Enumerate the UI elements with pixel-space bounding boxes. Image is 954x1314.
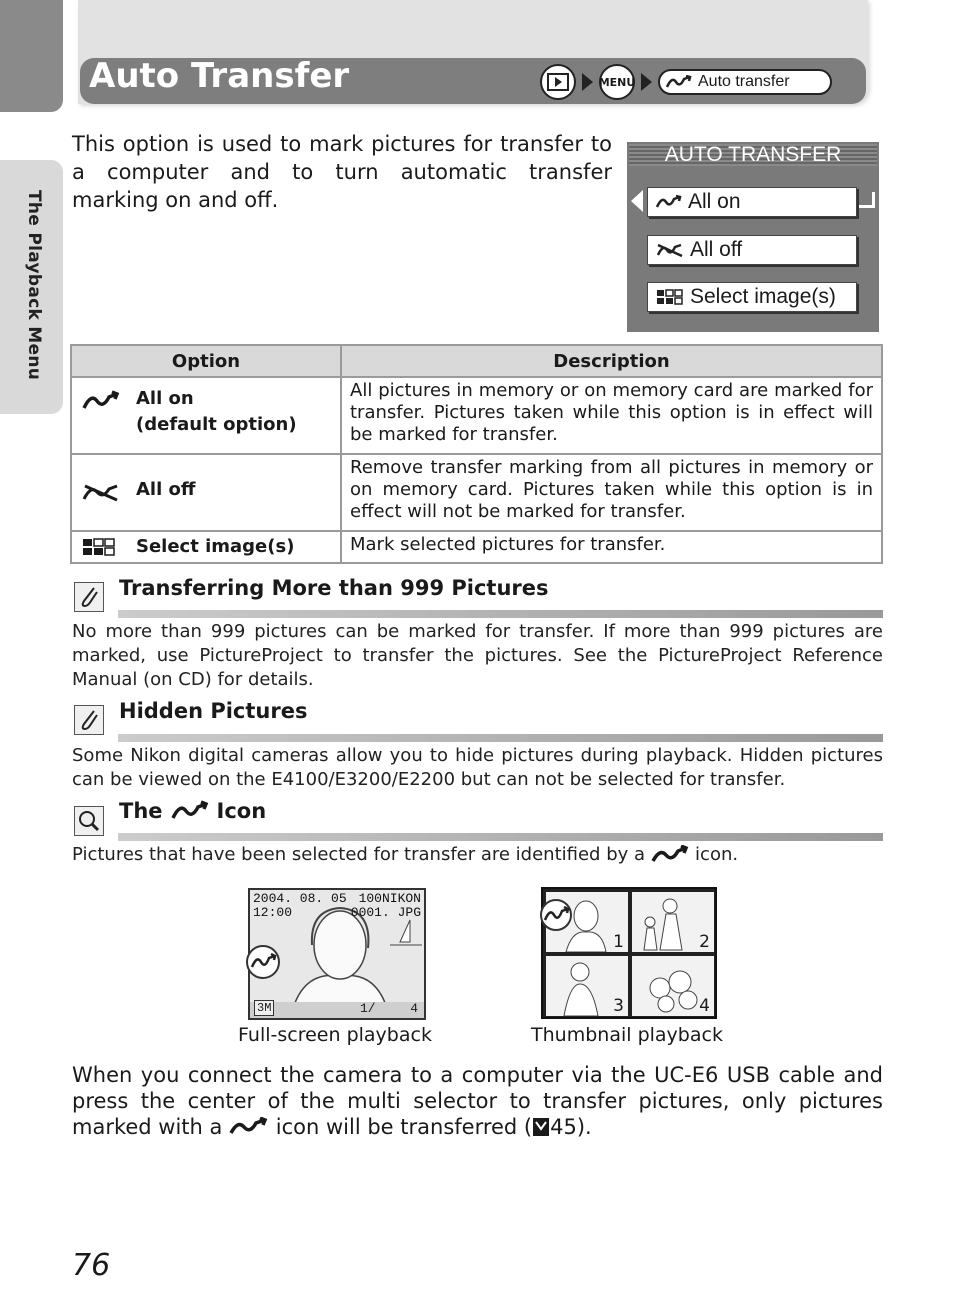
note-title-text: Icon	[216, 799, 267, 823]
select-images-icon	[656, 289, 684, 305]
page-number: 76	[72, 1248, 111, 1283]
transfer-off-icon	[82, 481, 120, 503]
breadcrumb-current	[658, 69, 832, 95]
section-tab-label: The Playback Menu	[24, 190, 44, 381]
option-cell	[71, 454, 341, 531]
description-cell: Mark selected pictures for transfer.	[341, 531, 882, 563]
folder-name: 100NIKON	[358, 891, 421, 906]
note-rule	[118, 833, 883, 841]
transfer-marker-icon	[245, 944, 281, 980]
playback-icon	[540, 64, 576, 100]
transfer-icon	[171, 800, 209, 822]
note-title: Hidden Pictures	[119, 699, 308, 723]
thumbnail-3	[546, 956, 628, 1016]
thumbnail-number: 4	[699, 996, 710, 1016]
outro-text-end: icon will be transferred (	[275, 1115, 533, 1139]
thumbnail-number: 2	[699, 932, 710, 952]
breadcrumb	[540, 63, 832, 101]
page-title: Auto Transfer	[89, 56, 350, 96]
menu-item-all-on[interactable]	[647, 187, 857, 217]
option-name: All on	[136, 388, 194, 409]
option-cell	[71, 377, 341, 454]
menu-icon: MENU	[599, 64, 635, 100]
note-icon	[74, 582, 104, 612]
file-name: 0001. JPG	[350, 905, 421, 920]
transfer-marker-icon	[539, 898, 573, 932]
column-header-option: Option	[71, 345, 341, 377]
frame-counter: 1/	[360, 1001, 376, 1016]
chevron-right-icon	[641, 73, 652, 91]
description-cell: All pictures in memory or on memory card are marked for transfer. Pictures taken while this option is in effect will be marked for transfer.	[341, 377, 882, 454]
figure-caption: Full-screen playback	[238, 1024, 432, 1046]
note-body	[72, 843, 883, 867]
note-body-text: Pictures that have been selected for transfer are identified by a	[72, 844, 646, 865]
transfer-off-icon	[656, 242, 684, 258]
option-cell	[71, 531, 341, 563]
transfer-icon	[82, 390, 120, 412]
reference-icon	[532, 1117, 550, 1137]
note-body: No more than 999 pictures can be marked for transfer. If more than 999 pictures are marked, use PictureProject to transfer the pictures. See the PictureProject Reference Manual (on CD) for details.	[72, 621, 883, 690]
option-name: Select image(s)	[136, 536, 295, 557]
thumbnail-number: 1	[613, 932, 624, 952]
table-row	[71, 531, 882, 563]
playback-overlay-right	[351, 892, 421, 920]
menu-item-select-images[interactable]	[647, 282, 857, 312]
photo-date: 2004. 08. 05	[253, 891, 347, 906]
breadcrumb-current-label: Auto transfer	[698, 73, 790, 90]
note-title-text: The	[119, 799, 163, 823]
column-header-description: Description	[341, 345, 882, 377]
menu-pointer-icon	[631, 190, 643, 212]
description-cell: Remove transfer marking from all pictures in memory or on memory card. Pictures taken while this option is in effect will not be marked for transfer.	[341, 454, 882, 531]
note-title: Transferring More than 999 Pictures	[119, 576, 549, 600]
transfer-icon	[651, 845, 689, 865]
playback-overlay-left	[253, 892, 347, 920]
outro-text	[72, 1062, 883, 1140]
table-header-row	[71, 345, 882, 377]
select-images-icon	[82, 538, 116, 556]
chapter-tab	[0, 0, 63, 112]
note-body-text: icon.	[695, 844, 739, 865]
tip-icon	[74, 806, 104, 836]
outro-text-start: When you connect the camera to a computer via the UC-E6 USB cable and press the center of the multi selector to transfer pictures, only pictures marked with a	[72, 1063, 883, 1139]
intro-text: This option is used to mark pictures for transfer to a computer and to turn automatic transfer marking on and off.	[72, 132, 612, 212]
chevron-right-icon	[582, 73, 593, 91]
table-row	[71, 454, 882, 531]
photo-time: 12:00	[253, 905, 293, 920]
image-size-badge: 3M	[254, 1000, 274, 1016]
transfer-icon	[656, 194, 682, 210]
note-rule	[118, 610, 883, 618]
thumbnail-4	[632, 956, 714, 1016]
frames-remaining: 4	[410, 1001, 418, 1016]
note-title	[119, 799, 266, 823]
camera-menu-screen	[627, 142, 879, 332]
note-icon	[74, 705, 104, 735]
options-table	[70, 344, 883, 564]
menu-item-label: All off	[690, 238, 743, 261]
thumbnail-number: 3	[613, 996, 624, 1016]
menu-item-label: Select image(s)	[690, 285, 836, 308]
menu-item-label: All on	[688, 190, 741, 213]
note-rule	[118, 734, 883, 742]
option-name: All off	[136, 479, 196, 500]
figure-caption: Thumbnail playback	[531, 1024, 723, 1046]
transfer-icon	[229, 1117, 269, 1137]
menu-item-all-off[interactable]	[647, 235, 857, 265]
thumbnail-2	[632, 892, 714, 952]
option-note: (default option)	[136, 414, 297, 435]
transfer-icon	[666, 75, 692, 89]
page-reference: 45).	[550, 1115, 592, 1139]
note-body: Some Nikon digital cameras allow you to hide pictures during playback. Hidden pictures can be viewed on the E4100/E3200/E2200 but can not be selected for transfer.	[72, 745, 883, 790]
table-row	[71, 377, 882, 454]
enter-icon	[859, 192, 875, 208]
menu-title: AUTO TRANSFER	[629, 144, 877, 166]
